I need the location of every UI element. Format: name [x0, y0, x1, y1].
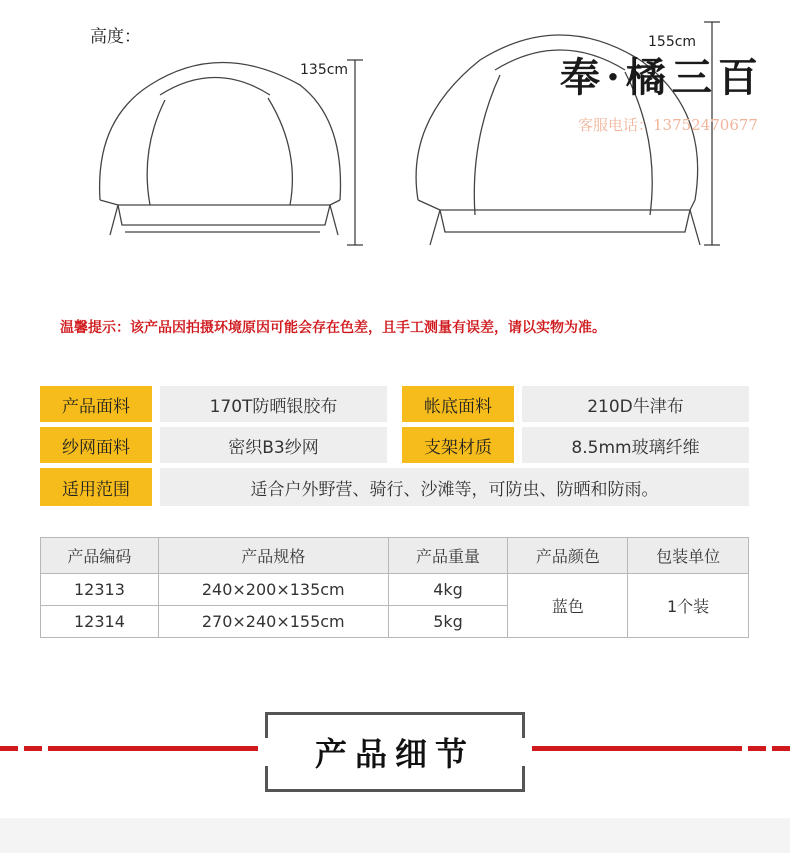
floor-label: 帐底面料	[402, 386, 514, 422]
table-header-row	[41, 538, 749, 574]
service-phone-watermark: 客服电话：13752470677	[578, 116, 758, 134]
height-label: 高度：	[90, 27, 141, 47]
small-tent-dimension	[347, 60, 363, 245]
header-unit: 包装单位	[628, 538, 749, 574]
bottom-band	[0, 818, 790, 853]
header-color: 产品颜色	[508, 538, 628, 574]
header-size: 产品规格	[158, 538, 388, 574]
section-title: 产品细节	[314, 735, 475, 773]
row-code: 12313	[41, 574, 159, 606]
usage-value: 适合户外野营、骑行、沙滩等，可防虫、防晒和防雨。	[160, 468, 749, 506]
product-table	[40, 537, 749, 638]
frame-label: 支架材质	[402, 427, 514, 463]
row-color: 蓝色	[508, 574, 628, 638]
floor-value: 210D牛津布	[522, 386, 749, 422]
header-weight: 产品重量	[388, 538, 508, 574]
small-tent-drawing	[100, 63, 341, 236]
row-weight: 5kg	[388, 606, 508, 638]
small-tent-height: 135cm	[300, 62, 349, 78]
frame-value: 8.5mm玻璃纤维	[522, 427, 749, 463]
mesh-value: 密织B3纱网	[160, 427, 387, 463]
large-tent-height: 155cm	[648, 34, 697, 50]
brand-watermark: 奉·橘三百	[560, 54, 764, 101]
table-row	[41, 574, 749, 606]
row-code: 12314	[41, 606, 159, 638]
mesh-label: 纱网面料	[40, 427, 152, 463]
color-difference-notice: 温馨提示：该产品因拍摄环境原因可能会存在色差，且手工测量有误差，请以实物为准。	[60, 320, 606, 336]
header-code: 产品编码	[41, 538, 159, 574]
row-weight: 4kg	[388, 574, 508, 606]
usage-label: 适用范围	[40, 468, 152, 506]
row-size: 240×200×135cm	[158, 574, 388, 606]
row-size: 270×240×155cm	[158, 606, 388, 638]
row-unit: 1个装	[628, 574, 749, 638]
fabric-value: 170T防晒银胶布	[160, 386, 387, 422]
fabric-label: 产品面料	[40, 386, 152, 422]
